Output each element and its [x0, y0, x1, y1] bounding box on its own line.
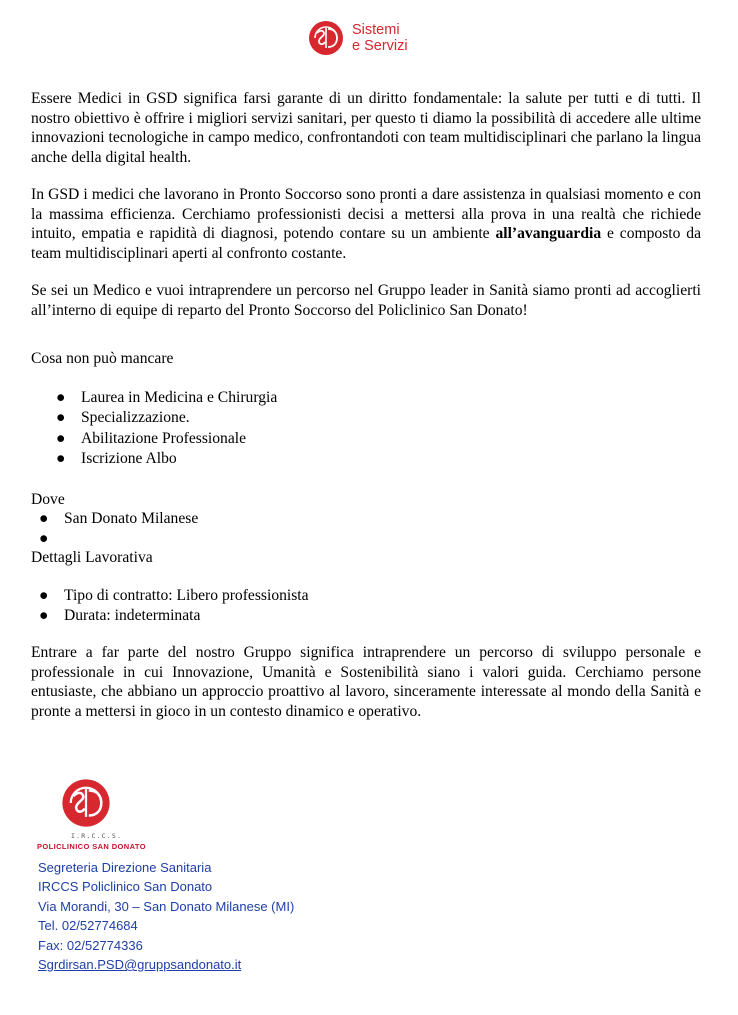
- gsd-monogram-icon: [61, 778, 111, 828]
- bullet-icon: ●: [56, 450, 66, 468]
- list-item-text: Laurea in Medicina e Chirurgia: [81, 389, 278, 406]
- contact-line: Via Morandi, 30 – San Donato Milanese (MI): [38, 898, 295, 914]
- contact-block: [38, 858, 294, 974]
- brand-line-1: Sistemi: [352, 22, 400, 38]
- gsd-header-logo: [308, 20, 408, 56]
- emergency-paragraph: [31, 185, 701, 263]
- emergency-text-start: In GSD i medici che lavorano in Pronto Soccorso sono pronti a dare assistenza in qualsiasi momento e con la massima efficienza. Cerchiamo professionisti decisi a mettersi alla prova in una realtà che richiede intuito, empatia e rapidità di diagnosi, potendo contare su un ambiente: [31, 186, 701, 243]
- closing-paragraph: Entrare a far parte del nostro Gruppo significa intraprendere un percorso di sviluppo personale e professionale in cui Innovazione, Umanità e Sostenibilità siano i valori guida. Cerchiamo persone entusiaste, che abbiano un approccio proattivo al lavoro, sinceramente interessate al mondo della Sanità e pronte a mettersi in gioco in un contesto dinamico e operativo.: [31, 644, 701, 720]
- list-item-text: San Donato Milanese: [64, 510, 199, 527]
- list-item-text: Specializzazione.: [81, 409, 190, 427]
- brand-line-2: e Servizi: [352, 38, 408, 54]
- details-heading: Dettagli Lavorativa: [31, 549, 153, 566]
- location-heading: Dove: [31, 491, 65, 508]
- list-item-text: Durata: indeterminata: [64, 607, 201, 625]
- logo-caption-irccs: I.R.C.C.S.: [71, 832, 123, 840]
- email-link[interactable]: Sgrdirsan.PSD@gruppsandonato.it: [38, 957, 242, 973]
- contact-line: Segreteria Direzione Sanitaria: [38, 860, 212, 875]
- bullet-icon: ●: [56, 429, 66, 447]
- requirements-heading: Cosa non può mancare: [31, 350, 174, 367]
- bullet-icon: ●: [56, 389, 66, 406]
- bullet-icon: ●: [39, 587, 49, 604]
- bullet-icon: ●: [39, 607, 49, 625]
- invitation-paragraph: Se sei un Medico e vuoi intraprendere un percorso nel Gruppo leader in Sanità siamo pronti ad accoglierti all’interno di equipe di reparto del Pronto Soccorso del Policlinico San Donato!: [31, 282, 701, 319]
- policlinico-logo: [37, 778, 147, 851]
- brand-name: [352, 22, 408, 54]
- intro-paragraph: Essere Medici in GSD significa farsi garante di un diritto fondamentale: la salute per tutti e di tutti. Il nostro obiettivo è offrire i migliori servizi sanitari, per questo ti diamo la possibilità di accedere alle ultime innovazioni tecnologiche in campo medico, confrontandoti con team multidisciplinari che parlano la lingua anche della digital health.: [31, 90, 701, 166]
- bullet-icon: ●: [39, 530, 49, 548]
- gsd-monogram-icon: [308, 20, 344, 56]
- list-item-text: Abilitazione Professionale: [81, 429, 246, 447]
- emergency-text-end: e composto da team multidisciplinari aperti al confronto costante.: [31, 225, 701, 262]
- contact-line: IRCCS Policlinico San Donato: [38, 879, 213, 895]
- emergency-text-bold: all’avanguardia: [495, 225, 602, 243]
- logo-caption-policlinico: POLICLINICO SAN DONATO: [37, 842, 146, 851]
- list-item-text: Tipo di contratto: Libero professionista: [64, 587, 309, 604]
- contact-line: Fax: 02/52774336: [38, 937, 143, 953]
- list-item-text: Iscrizione Albo: [81, 450, 177, 468]
- bullet-icon: ●: [39, 510, 49, 527]
- contact-line: Tel. 02/52774684: [38, 918, 138, 934]
- bullet-icon: ●: [56, 409, 66, 427]
